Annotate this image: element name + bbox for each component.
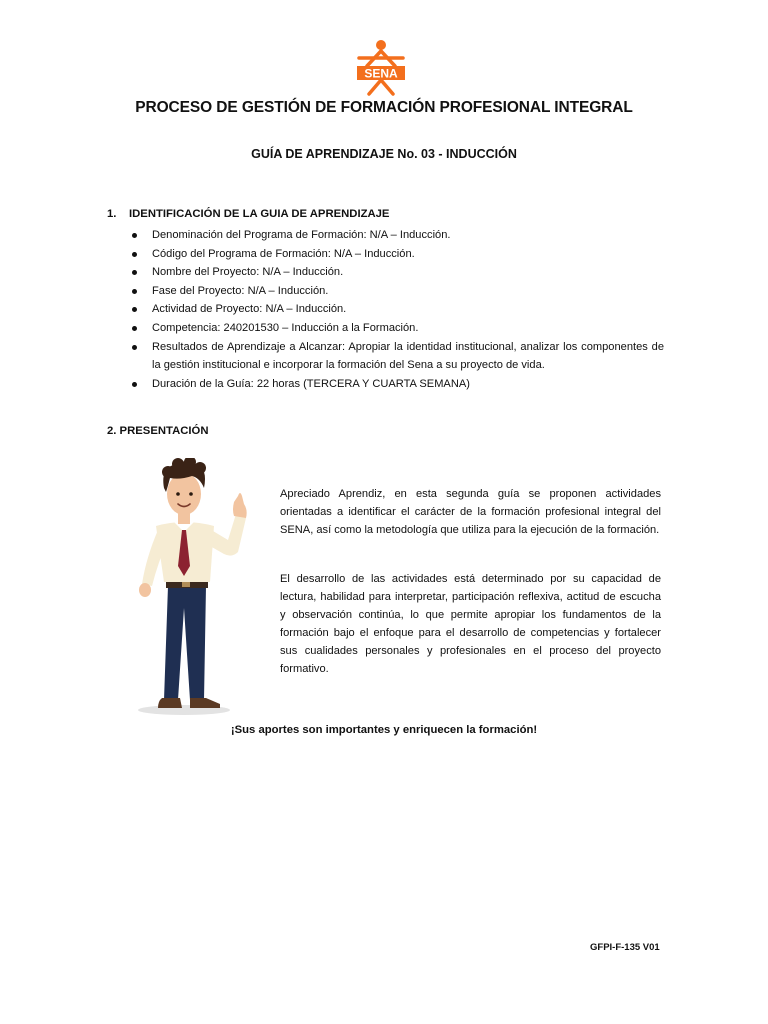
list-item: Actividad de Proyecto: N/A – Inducción. (152, 300, 664, 319)
section1-heading (107, 208, 389, 220)
document-code: GFPI-F-135 V01 (590, 942, 660, 953)
section2-heading: 2. PRESENTACIÓN (107, 425, 209, 437)
list-item: Nombre del Proyecto: N/A – Inducción. (152, 263, 664, 282)
sena-logo-icon (353, 38, 409, 98)
guide-subtitle: GUÍA DE APRENDIZAJE No. 03 - INDUCCIÓN (251, 147, 517, 161)
presentation-paragraph-1: Apreciado Aprendiz, en esta segunda guía se proponen actividades orientadas a identificar el carácter de la formación profesional integral del SENA, así como la metodología que utiliza para la ejecución de la formación. (280, 488, 661, 536)
sena-logo (353, 38, 409, 98)
list-item: Resultados de Aprendizaje a Alcanzar: Apropiar la identidad institucional, analizar los componentes de la gestión institucional e incorporar la formación del Sena a su proyecto de vida. (152, 338, 664, 375)
page-title: PROCESO DE GESTIÓN DE FORMACIÓN PROFESIONAL INTEGRAL (135, 99, 633, 116)
list-item: Código del Programa de Formación: N/A – Inducción. (152, 245, 664, 264)
identification-list (152, 226, 664, 393)
logo-text: SENA (364, 66, 398, 81)
section1-title: IDENTIFICACIÓN DE LA GUIA DE APRENDIZAJE (129, 208, 390, 220)
list-item: Duración de la Guía: 22 horas (TERCERA Y CUARTA SEMANA) (152, 375, 664, 394)
list-item: Denominación del Programa de Formación: N/A – Inducción. (152, 226, 664, 245)
pointing-man-icon (128, 458, 258, 718)
section1-number: 1. (107, 208, 117, 220)
presentation-paragraph-2: El desarrollo de las actividades está determinado por su capacidad de lectura, habilidad para interpretar, participación reflexiva, actitud de escucha y observación continúa, lo que permite apropiar los fundamentos de la formación bajo el enfoque para el desarrollo de competencias y fortalecer sus cualidades personales y profesionales en el proceso del proyecto formativo. (280, 573, 661, 675)
cartoon-man-illustration (128, 458, 258, 718)
list-item: Competencia: 240201530 – Inducción a la Formación. (152, 319, 664, 338)
closing-message: ¡Sus aportes son importantes y enriquecen la formación! (230, 724, 538, 736)
list-item: Fase del Proyecto: N/A – Inducción. (152, 282, 664, 301)
